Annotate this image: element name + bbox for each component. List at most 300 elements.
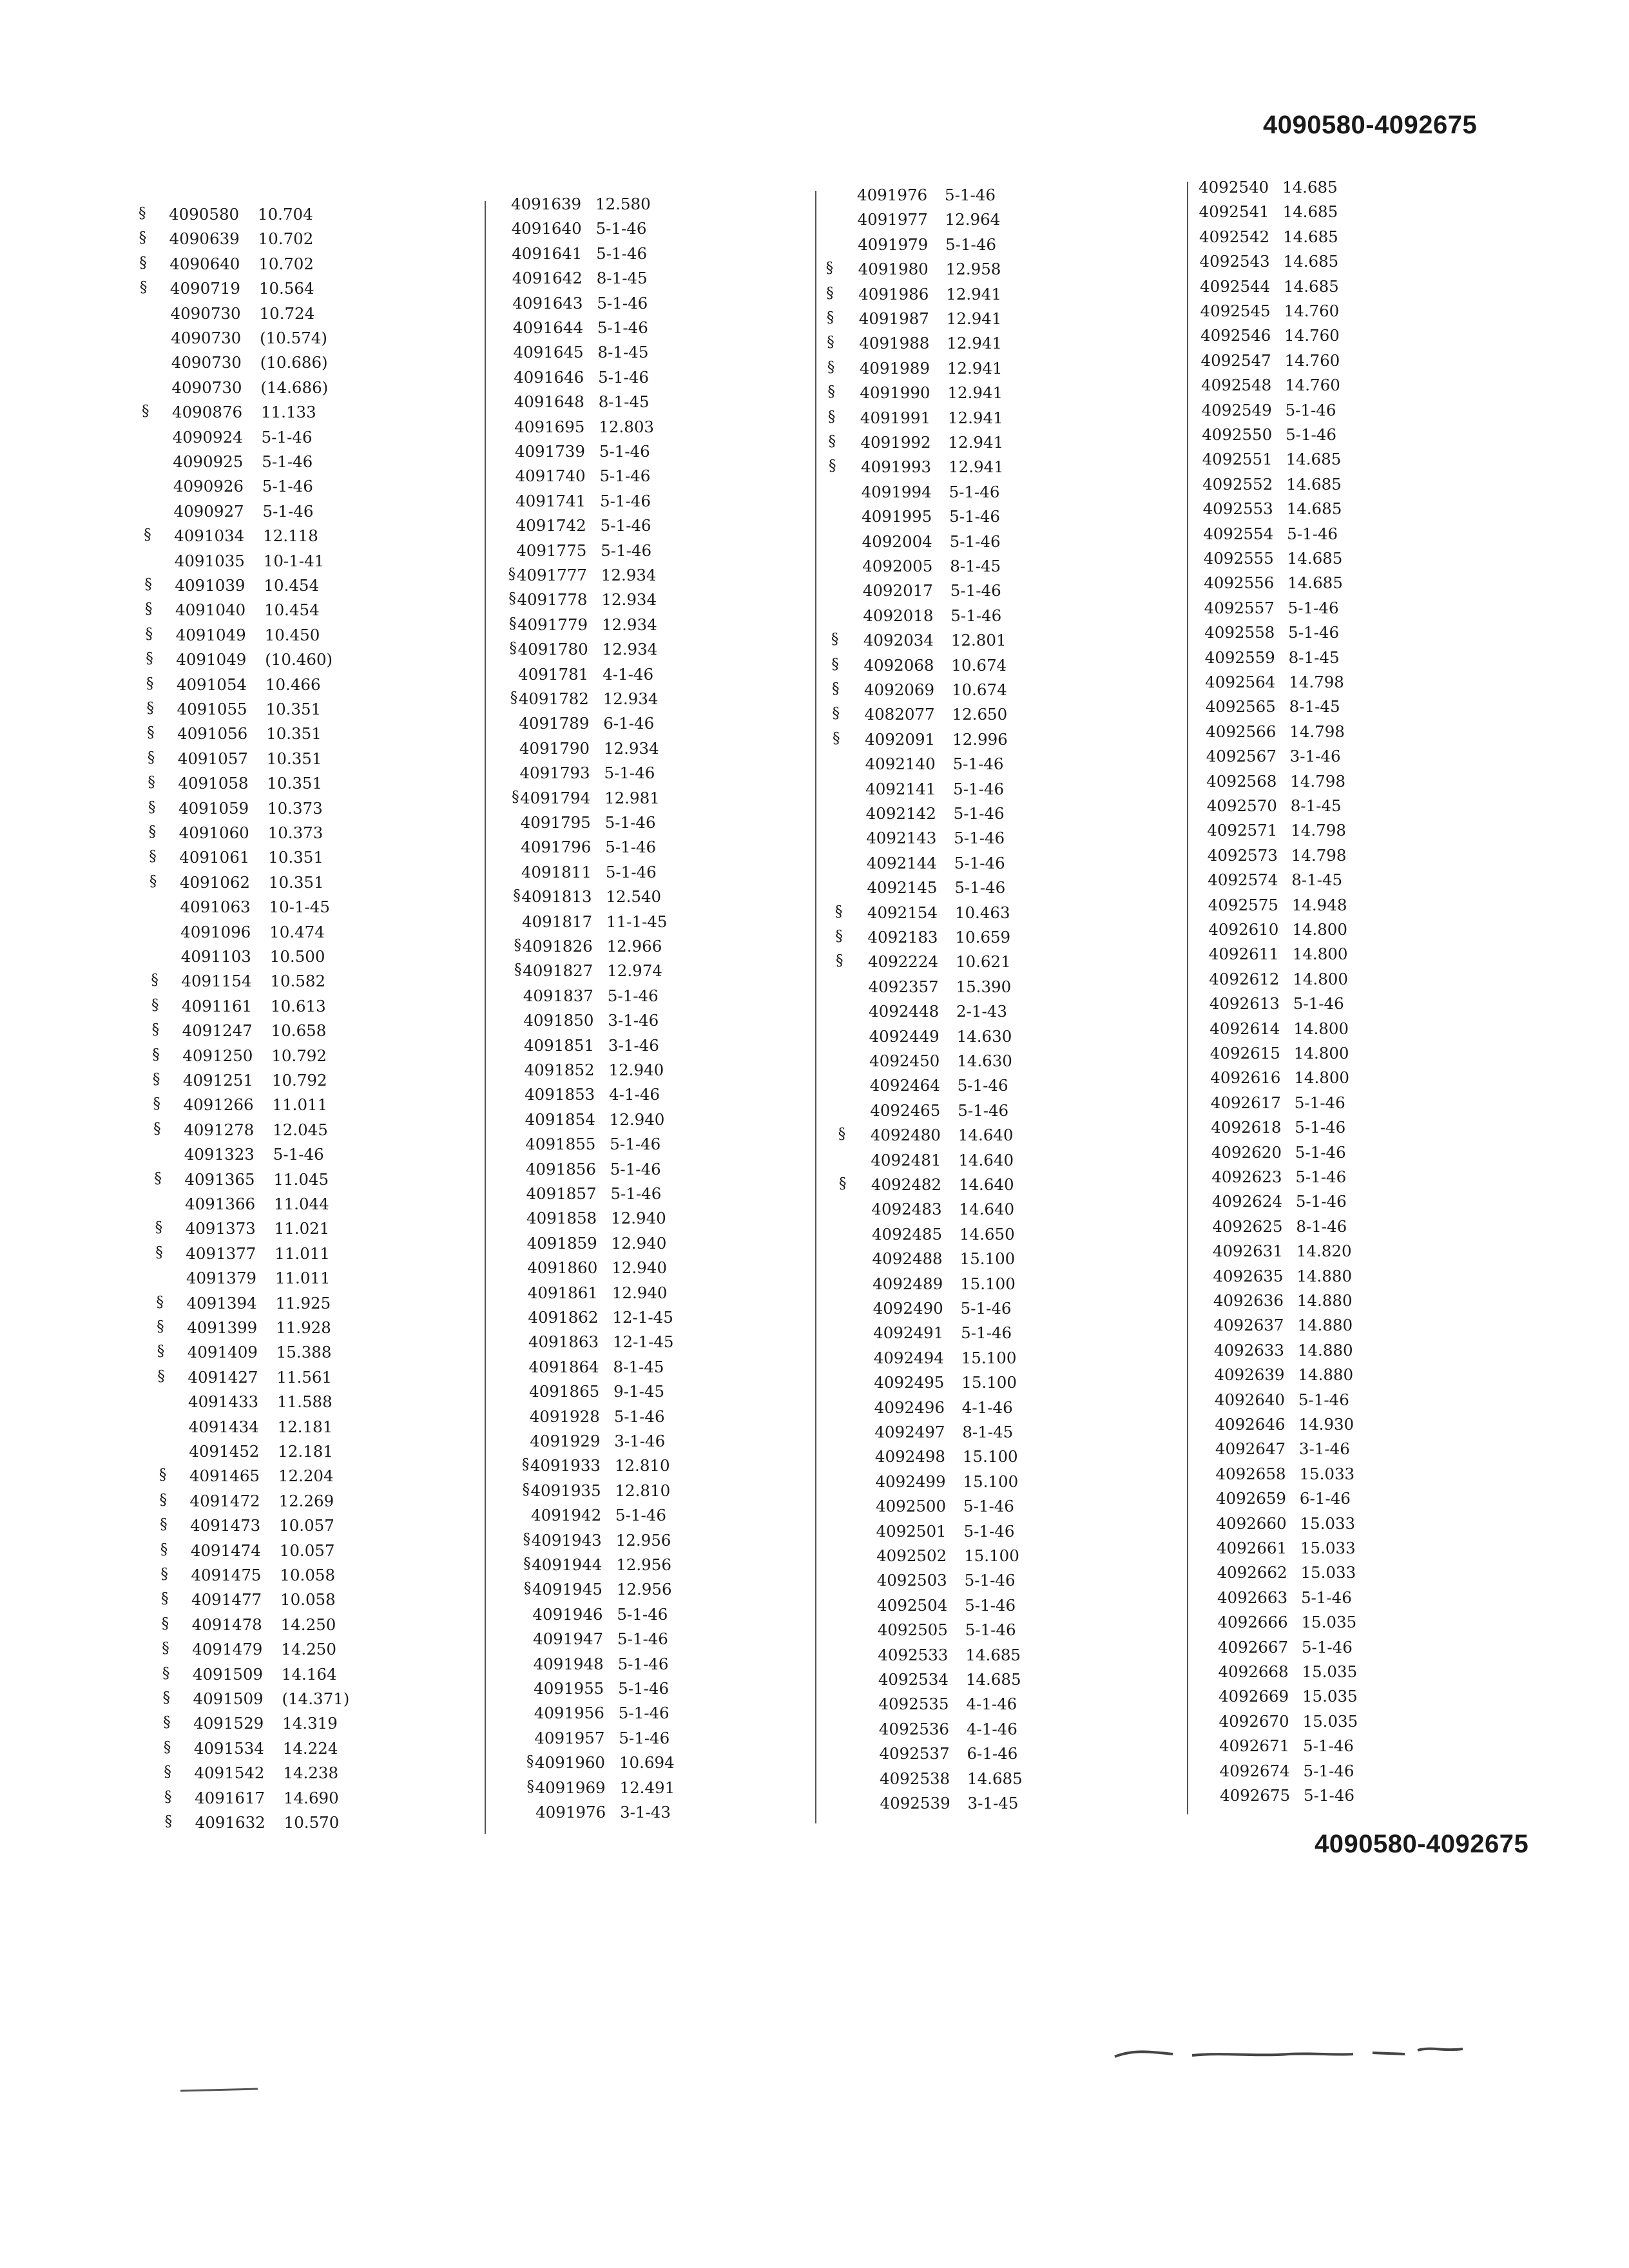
- section-mark: §: [149, 872, 157, 890]
- part-code: 3-1-46: [608, 1035, 659, 1055]
- part-code: 5-1-46: [958, 1100, 1009, 1120]
- part-number: 4092495: [874, 1373, 945, 1392]
- part-code: 12-1-45: [612, 1308, 673, 1327]
- part-number: 4092637: [1213, 1316, 1284, 1335]
- part-code: 3-1-43: [620, 1803, 671, 1821]
- part-number: 4091034: [174, 526, 245, 546]
- part-number: 4092503: [876, 1571, 947, 1590]
- part-number: 4092450: [869, 1052, 940, 1070]
- part-number: 4091850: [523, 1011, 594, 1030]
- part-code: 12.934: [601, 590, 657, 610]
- part-number: 4092552: [1202, 474, 1273, 494]
- part-number: 4091477: [191, 1590, 262, 1610]
- part-number: 4091827: [523, 961, 593, 981]
- part-number: 4091740: [515, 466, 586, 486]
- part-number: 4091994: [861, 482, 932, 501]
- part-number: 4091742: [516, 516, 586, 535]
- part-number: 4092667: [1217, 1637, 1289, 1657]
- section-mark: §: [148, 774, 155, 791]
- part-number: 4092545: [1200, 302, 1271, 320]
- part-number: 4092538: [880, 1769, 950, 1788]
- part-code: 12.810: [615, 1481, 671, 1500]
- part-number: 4092488: [872, 1249, 943, 1269]
- section-mark: §: [826, 309, 834, 326]
- part-code: 14.880: [1297, 1340, 1353, 1360]
- part-number: 4091976: [535, 1803, 606, 1821]
- section-mark: §: [145, 625, 153, 642]
- part-code: 14.798: [1289, 722, 1345, 741]
- part-code: 5-1-46: [1285, 400, 1336, 419]
- part-number: 4092534: [878, 1670, 949, 1689]
- part-code: 12-1-45: [612, 1332, 674, 1352]
- part-number: 4091795: [520, 813, 591, 832]
- part-code: 5-1-46: [600, 491, 651, 510]
- part-code: 6-1-46: [967, 1744, 1018, 1763]
- part-number: 4092004: [862, 532, 932, 551]
- part-code: 12.958: [945, 260, 1001, 279]
- part-code: 5-1-46: [600, 516, 651, 535]
- part-number: 4092671: [1219, 1736, 1290, 1756]
- part-number: 4091529: [193, 1714, 264, 1733]
- part-code: 5-1-46: [613, 1407, 665, 1426]
- part-number: 4090876: [172, 403, 243, 422]
- part-code: 10.058: [280, 1566, 336, 1584]
- section-mark: §: [162, 1640, 169, 1657]
- part-number: 4091373: [185, 1219, 256, 1238]
- section-mark: §: [151, 996, 159, 1014]
- part-code: 5-1-46: [1295, 1168, 1347, 1186]
- part-code: 15.390: [956, 977, 1012, 996]
- part-number: 4091935: [530, 1481, 601, 1500]
- part-code: 10.582: [270, 972, 326, 991]
- part-code: 12.650: [952, 705, 1008, 724]
- part-code: 12.934: [602, 689, 659, 708]
- section-mark: §: [151, 1021, 160, 1039]
- part-number: 4091862: [528, 1308, 599, 1327]
- part-number: 4092091: [865, 729, 936, 749]
- part-number: 4091639: [511, 195, 582, 213]
- part-number: 4092483: [871, 1200, 942, 1219]
- part-number: 4092548: [1201, 376, 1272, 395]
- part-code: 8-1-45: [598, 392, 650, 412]
- part-number: 4091988: [859, 334, 930, 353]
- part-code: 12.204: [278, 1466, 334, 1486]
- part-code: 12.941: [947, 358, 1003, 378]
- part-code: 5-1-46: [1295, 1192, 1347, 1211]
- part-code: 14.685: [1287, 549, 1343, 568]
- part-code: 10.351: [268, 872, 324, 892]
- part-code: 10.704: [258, 205, 313, 224]
- part-code: 5-1-46: [273, 1145, 324, 1164]
- part-code: 5-1-46: [261, 427, 313, 447]
- part-number: 4091944: [532, 1555, 602, 1574]
- part-number: 4092183: [867, 928, 938, 947]
- part-code: 5-1-46: [617, 1654, 669, 1673]
- part-code: 14.760: [1284, 326, 1340, 345]
- part-number: 4092660: [1216, 1514, 1287, 1533]
- part-code: 8-1-45: [1290, 796, 1342, 815]
- part-number: 4091509: [193, 1689, 264, 1708]
- part-number: 4091955: [534, 1679, 604, 1698]
- part-code: 10-1-45: [269, 898, 330, 917]
- section-mark: §: [831, 655, 839, 673]
- part-number: 4092624: [1211, 1192, 1282, 1211]
- section-mark: §: [164, 1763, 171, 1781]
- part-code: 11.045: [273, 1169, 329, 1189]
- part-code: 15.100: [961, 1373, 1017, 1392]
- part-number: 4092491: [873, 1323, 944, 1343]
- part-code: 14.685: [1282, 202, 1338, 222]
- part-number: 4092496: [874, 1398, 945, 1417]
- part-code: 2-1-43: [956, 1002, 1007, 1021]
- part-number: 4092143: [866, 829, 937, 848]
- part-number: 4091837: [523, 986, 593, 1005]
- part-code: 14.640: [959, 1200, 1015, 1219]
- part-code: 15.033: [1300, 1514, 1356, 1533]
- part-number: 4091796: [521, 838, 592, 857]
- part-code: 14.820: [1296, 1242, 1352, 1261]
- part-number: 4091452: [189, 1442, 260, 1461]
- part-number: 4090639: [169, 229, 240, 249]
- part-code: 12.941: [946, 309, 1002, 328]
- part-code: 14.685: [967, 1769, 1023, 1788]
- part-code: 14.880: [1297, 1316, 1353, 1335]
- part-code: 14.800: [1293, 1019, 1349, 1038]
- part-code: 15.100: [962, 1447, 1018, 1466]
- part-number: 4092662: [1217, 1563, 1287, 1582]
- part-number: 4091859: [526, 1233, 597, 1253]
- part-number: 4092224: [867, 952, 939, 972]
- part-code: 3-1-45: [967, 1794, 1019, 1812]
- part-number: 4091323: [184, 1145, 255, 1164]
- range-label-top: 4090580-4092675: [1263, 111, 1478, 139]
- part-code: 5-1-46: [597, 293, 648, 312]
- part-number: 4092564: [1205, 673, 1276, 691]
- part-number: 4092633: [1213, 1340, 1284, 1360]
- part-number: 4092668: [1218, 1662, 1289, 1681]
- part-code: 12.940: [608, 1061, 664, 1079]
- part-number: 4090927: [173, 501, 244, 521]
- part-number: 4092490: [872, 1299, 943, 1318]
- part-code: 5-1-46: [963, 1521, 1015, 1541]
- part-code: 3-1-46: [614, 1432, 666, 1450]
- part-number: 4091865: [529, 1382, 600, 1401]
- section-mark: §: [162, 1664, 170, 1682]
- part-code: 12.981: [604, 788, 660, 807]
- part-number: 4091509: [192, 1664, 263, 1684]
- column-divider: [815, 191, 816, 1823]
- part-code: 10.373: [267, 823, 323, 842]
- part-code: (10.574): [260, 329, 327, 347]
- part-number: 4092568: [1206, 771, 1277, 791]
- part-code: 14.630: [957, 1052, 1012, 1070]
- part-number: 4091853: [525, 1085, 595, 1104]
- part-code: 10.792: [271, 1071, 327, 1090]
- part-code: (10.686): [260, 353, 328, 372]
- part-code: 14.650: [959, 1224, 1015, 1244]
- part-code: 14.685: [965, 1670, 1021, 1689]
- part-code: 10.702: [258, 229, 314, 249]
- section-mark: §: [153, 1120, 161, 1137]
- part-code: 5-1-46: [1295, 1118, 1346, 1137]
- part-number: 4092069: [863, 680, 935, 699]
- part-number: 4091478: [191, 1615, 262, 1634]
- part-number: 4091794: [520, 788, 591, 807]
- part-code: 12.940: [609, 1110, 665, 1129]
- section-mark: §: [142, 403, 149, 420]
- part-code: 12.181: [278, 1442, 333, 1461]
- part-number: 4090730: [170, 303, 241, 323]
- section-mark: §: [508, 615, 517, 632]
- part-number: 4092636: [1213, 1291, 1284, 1310]
- part-number: 4091864: [528, 1357, 599, 1376]
- part-number: 4091645: [513, 343, 584, 362]
- part-code: 5-1-46: [1286, 425, 1336, 444]
- part-number: 4092631: [1212, 1242, 1283, 1261]
- part-number: 4092567: [1206, 747, 1277, 766]
- part-code: 15.100: [961, 1348, 1017, 1367]
- section-mark: §: [149, 848, 157, 865]
- section-mark: §: [139, 254, 147, 271]
- section-mark: §: [523, 1530, 531, 1548]
- part-number: 4092674: [1219, 1761, 1290, 1780]
- part-code: 14.760: [1284, 351, 1340, 370]
- part-number: 4092499: [875, 1472, 946, 1491]
- part-code: 10.466: [265, 675, 321, 694]
- part-number: 4092639: [1214, 1365, 1285, 1385]
- part-number: 4091542: [194, 1763, 265, 1783]
- part-code: 14.685: [1283, 252, 1339, 271]
- part-number: 4091948: [533, 1654, 604, 1673]
- part-code: 14.948: [1291, 895, 1347, 914]
- part-code: 14.250: [280, 1615, 336, 1634]
- part-code: 4-1-46: [966, 1695, 1017, 1714]
- part-code: 14.685: [1282, 178, 1338, 197]
- part-number: 4091642: [512, 269, 583, 288]
- part-code: 5-1-46: [619, 1728, 670, 1747]
- part-number: 4092501: [876, 1521, 947, 1541]
- part-code: 6-1-46: [603, 714, 655, 733]
- part-code: 12.941: [946, 284, 1001, 303]
- part-number: 4092646: [1215, 1415, 1286, 1434]
- part-number: 4091251: [182, 1071, 253, 1090]
- part-number: 4091643: [512, 293, 583, 312]
- part-number: 4091775: [516, 541, 587, 560]
- part-number: 4092661: [1216, 1539, 1287, 1557]
- part-code: 10.351: [266, 749, 322, 768]
- part-number: 4092556: [1204, 573, 1275, 593]
- part-code: 10.570: [284, 1813, 340, 1832]
- part-code: 14.685: [1287, 573, 1343, 593]
- part-code: 14.930: [1298, 1415, 1354, 1434]
- section-mark: §: [148, 798, 156, 816]
- part-code: 5-1-46: [953, 804, 1005, 823]
- part-code: 12.045: [273, 1120, 328, 1139]
- part-number: 4092610: [1208, 920, 1279, 939]
- part-code: 4-1-46: [602, 664, 654, 684]
- part-number: 4091991: [860, 408, 931, 427]
- part-code: 8-1-45: [1291, 870, 1343, 890]
- section-mark: §: [510, 689, 518, 706]
- part-number: 4091465: [189, 1466, 260, 1486]
- part-number: 4082077: [864, 705, 935, 724]
- section-mark: §: [157, 1367, 165, 1385]
- part-number: 4091995: [862, 507, 932, 526]
- part-code: 5-1-46: [954, 878, 1006, 898]
- part-number: 4092005: [862, 557, 933, 575]
- part-number: 4091990: [860, 383, 930, 403]
- part-number: 4092640: [1214, 1390, 1285, 1409]
- part-code: 5-1-46: [610, 1159, 661, 1178]
- section-mark: §: [159, 1466, 167, 1484]
- section-mark: §: [526, 1778, 534, 1795]
- column-divider: [485, 201, 486, 1834]
- section-mark: §: [164, 1788, 172, 1805]
- part-number: 4092670: [1219, 1711, 1289, 1731]
- part-number: 4092616: [1210, 1068, 1281, 1088]
- part-code: 8-1-45: [613, 1357, 664, 1376]
- section-mark: §: [835, 952, 843, 970]
- part-number: 4091366: [185, 1195, 256, 1213]
- part-number: 4092018: [863, 606, 934, 625]
- part-number: 4092550: [1202, 425, 1273, 444]
- part-number: 4090925: [173, 452, 244, 471]
- part-number: 4092540: [1199, 178, 1269, 197]
- part-number: 4091817: [521, 912, 593, 931]
- part-number: 4092625: [1212, 1216, 1283, 1236]
- section-mark: §: [831, 680, 840, 697]
- part-number: 4092669: [1218, 1687, 1289, 1706]
- part-code: 10.058: [280, 1590, 336, 1610]
- part-number: 4091055: [177, 700, 247, 718]
- part-code: 12.940: [611, 1209, 666, 1228]
- part-code: 14.164: [281, 1664, 337, 1684]
- part-number: 4091946: [532, 1604, 603, 1624]
- part-number: 4091059: [178, 798, 249, 818]
- section-mark: §: [157, 1343, 165, 1360]
- part-code: 11.044: [274, 1195, 329, 1213]
- part-code: 15.100: [960, 1274, 1016, 1293]
- part-number: 4092504: [877, 1595, 948, 1615]
- part-code: 5-1-46: [605, 862, 657, 881]
- part-code: 12.941: [948, 433, 1004, 452]
- part-code: 5-1-46: [615, 1506, 666, 1525]
- part-code: 10.057: [279, 1516, 334, 1535]
- part-code: 12.966: [606, 937, 662, 956]
- part-number: 4092481: [871, 1150, 941, 1169]
- part-number: 4092623: [1211, 1168, 1282, 1186]
- part-number: 4091826: [522, 937, 593, 956]
- part-code: 11.561: [276, 1367, 333, 1387]
- part-code: 5-1-46: [599, 466, 651, 486]
- part-number: 4091617: [195, 1788, 265, 1807]
- section-mark: §: [163, 1714, 171, 1731]
- part-number: 4092549: [1201, 400, 1272, 419]
- part-number: 4091399: [187, 1318, 258, 1337]
- part-code: 15.035: [1302, 1687, 1358, 1706]
- part-number: 4092533: [878, 1645, 949, 1664]
- section-mark: §: [831, 631, 839, 648]
- part-code: 12.118: [263, 526, 318, 546]
- part-code: 10.500: [269, 947, 325, 966]
- part-number: 4091379: [186, 1269, 256, 1288]
- part-code: 10.694: [619, 1753, 675, 1773]
- part-number: 4091947: [532, 1629, 604, 1649]
- part-code: 12.940: [612, 1283, 668, 1302]
- section-mark: §: [155, 1219, 163, 1236]
- part-number: 4091472: [189, 1491, 260, 1510]
- part-number: 4092551: [1202, 450, 1273, 469]
- part-number: 4092620: [1211, 1142, 1282, 1162]
- part-number: 4092635: [1213, 1266, 1284, 1285]
- part-code: 14.630: [956, 1026, 1012, 1046]
- part-number: 4091928: [529, 1407, 600, 1426]
- part-code: 12.956: [615, 1530, 671, 1550]
- part-code: 5-1-46: [949, 507, 1001, 526]
- part-code: 11.011: [275, 1269, 331, 1288]
- section-mark: §: [139, 229, 147, 247]
- part-code: 5-1-46: [961, 1323, 1012, 1343]
- part-number: 4092489: [872, 1274, 943, 1293]
- part-code: 14.685: [1286, 499, 1342, 519]
- section-mark: §: [154, 1169, 162, 1187]
- part-number: 4091060: [178, 823, 249, 842]
- part-code: 12.491: [619, 1778, 675, 1797]
- part-number: 4092142: [865, 804, 936, 823]
- part-code: 5-1-46: [617, 1629, 668, 1649]
- part-number: 4092659: [1215, 1489, 1287, 1508]
- part-number: 4091858: [526, 1209, 597, 1228]
- part-code: 5-1-46: [954, 829, 1005, 848]
- part-code: 15.035: [1301, 1613, 1357, 1632]
- part-code: 5-1-46: [1287, 524, 1338, 543]
- part-number: 4092542: [1199, 227, 1270, 246]
- part-code: 12.810: [614, 1456, 670, 1475]
- part-number: 4092034: [863, 631, 934, 650]
- section-mark: §: [163, 1738, 171, 1756]
- part-number: 4092541: [1199, 202, 1269, 222]
- section-mark: §: [144, 576, 152, 593]
- part-code: 14.690: [284, 1788, 339, 1807]
- part-code: 3-1-46: [1289, 747, 1341, 766]
- part-number: 4092537: [879, 1744, 950, 1763]
- part-code: 11.928: [276, 1318, 331, 1337]
- section-mark: §: [139, 279, 148, 296]
- section-mark: §: [829, 457, 836, 475]
- part-number: 4092663: [1217, 1588, 1288, 1607]
- section-mark: §: [156, 1293, 164, 1311]
- part-code: 15.100: [959, 1249, 1016, 1269]
- section-mark: §: [514, 937, 522, 954]
- part-number: 4091856: [525, 1159, 596, 1178]
- part-code: 5-1-46: [950, 606, 1002, 625]
- part-code: 4-1-46: [609, 1085, 660, 1104]
- part-number: 4092658: [1215, 1464, 1286, 1483]
- part-number: 4091979: [858, 235, 929, 254]
- part-code: 5-1-46: [949, 482, 1000, 501]
- part-code: 14.685: [1284, 276, 1339, 296]
- part-code: 10.454: [264, 601, 320, 620]
- part-number: 4091433: [188, 1392, 259, 1412]
- part-number: 4091475: [191, 1566, 262, 1584]
- part-code: 14.880: [1298, 1365, 1354, 1385]
- part-code: 12.801: [950, 631, 1007, 650]
- part-code: 14.685: [1286, 450, 1342, 469]
- part-code: 12.181: [277, 1417, 333, 1436]
- part-code: 14.800: [1293, 969, 1348, 988]
- part-code: 5-1-46: [945, 186, 996, 204]
- part-code: 12.956: [616, 1580, 672, 1599]
